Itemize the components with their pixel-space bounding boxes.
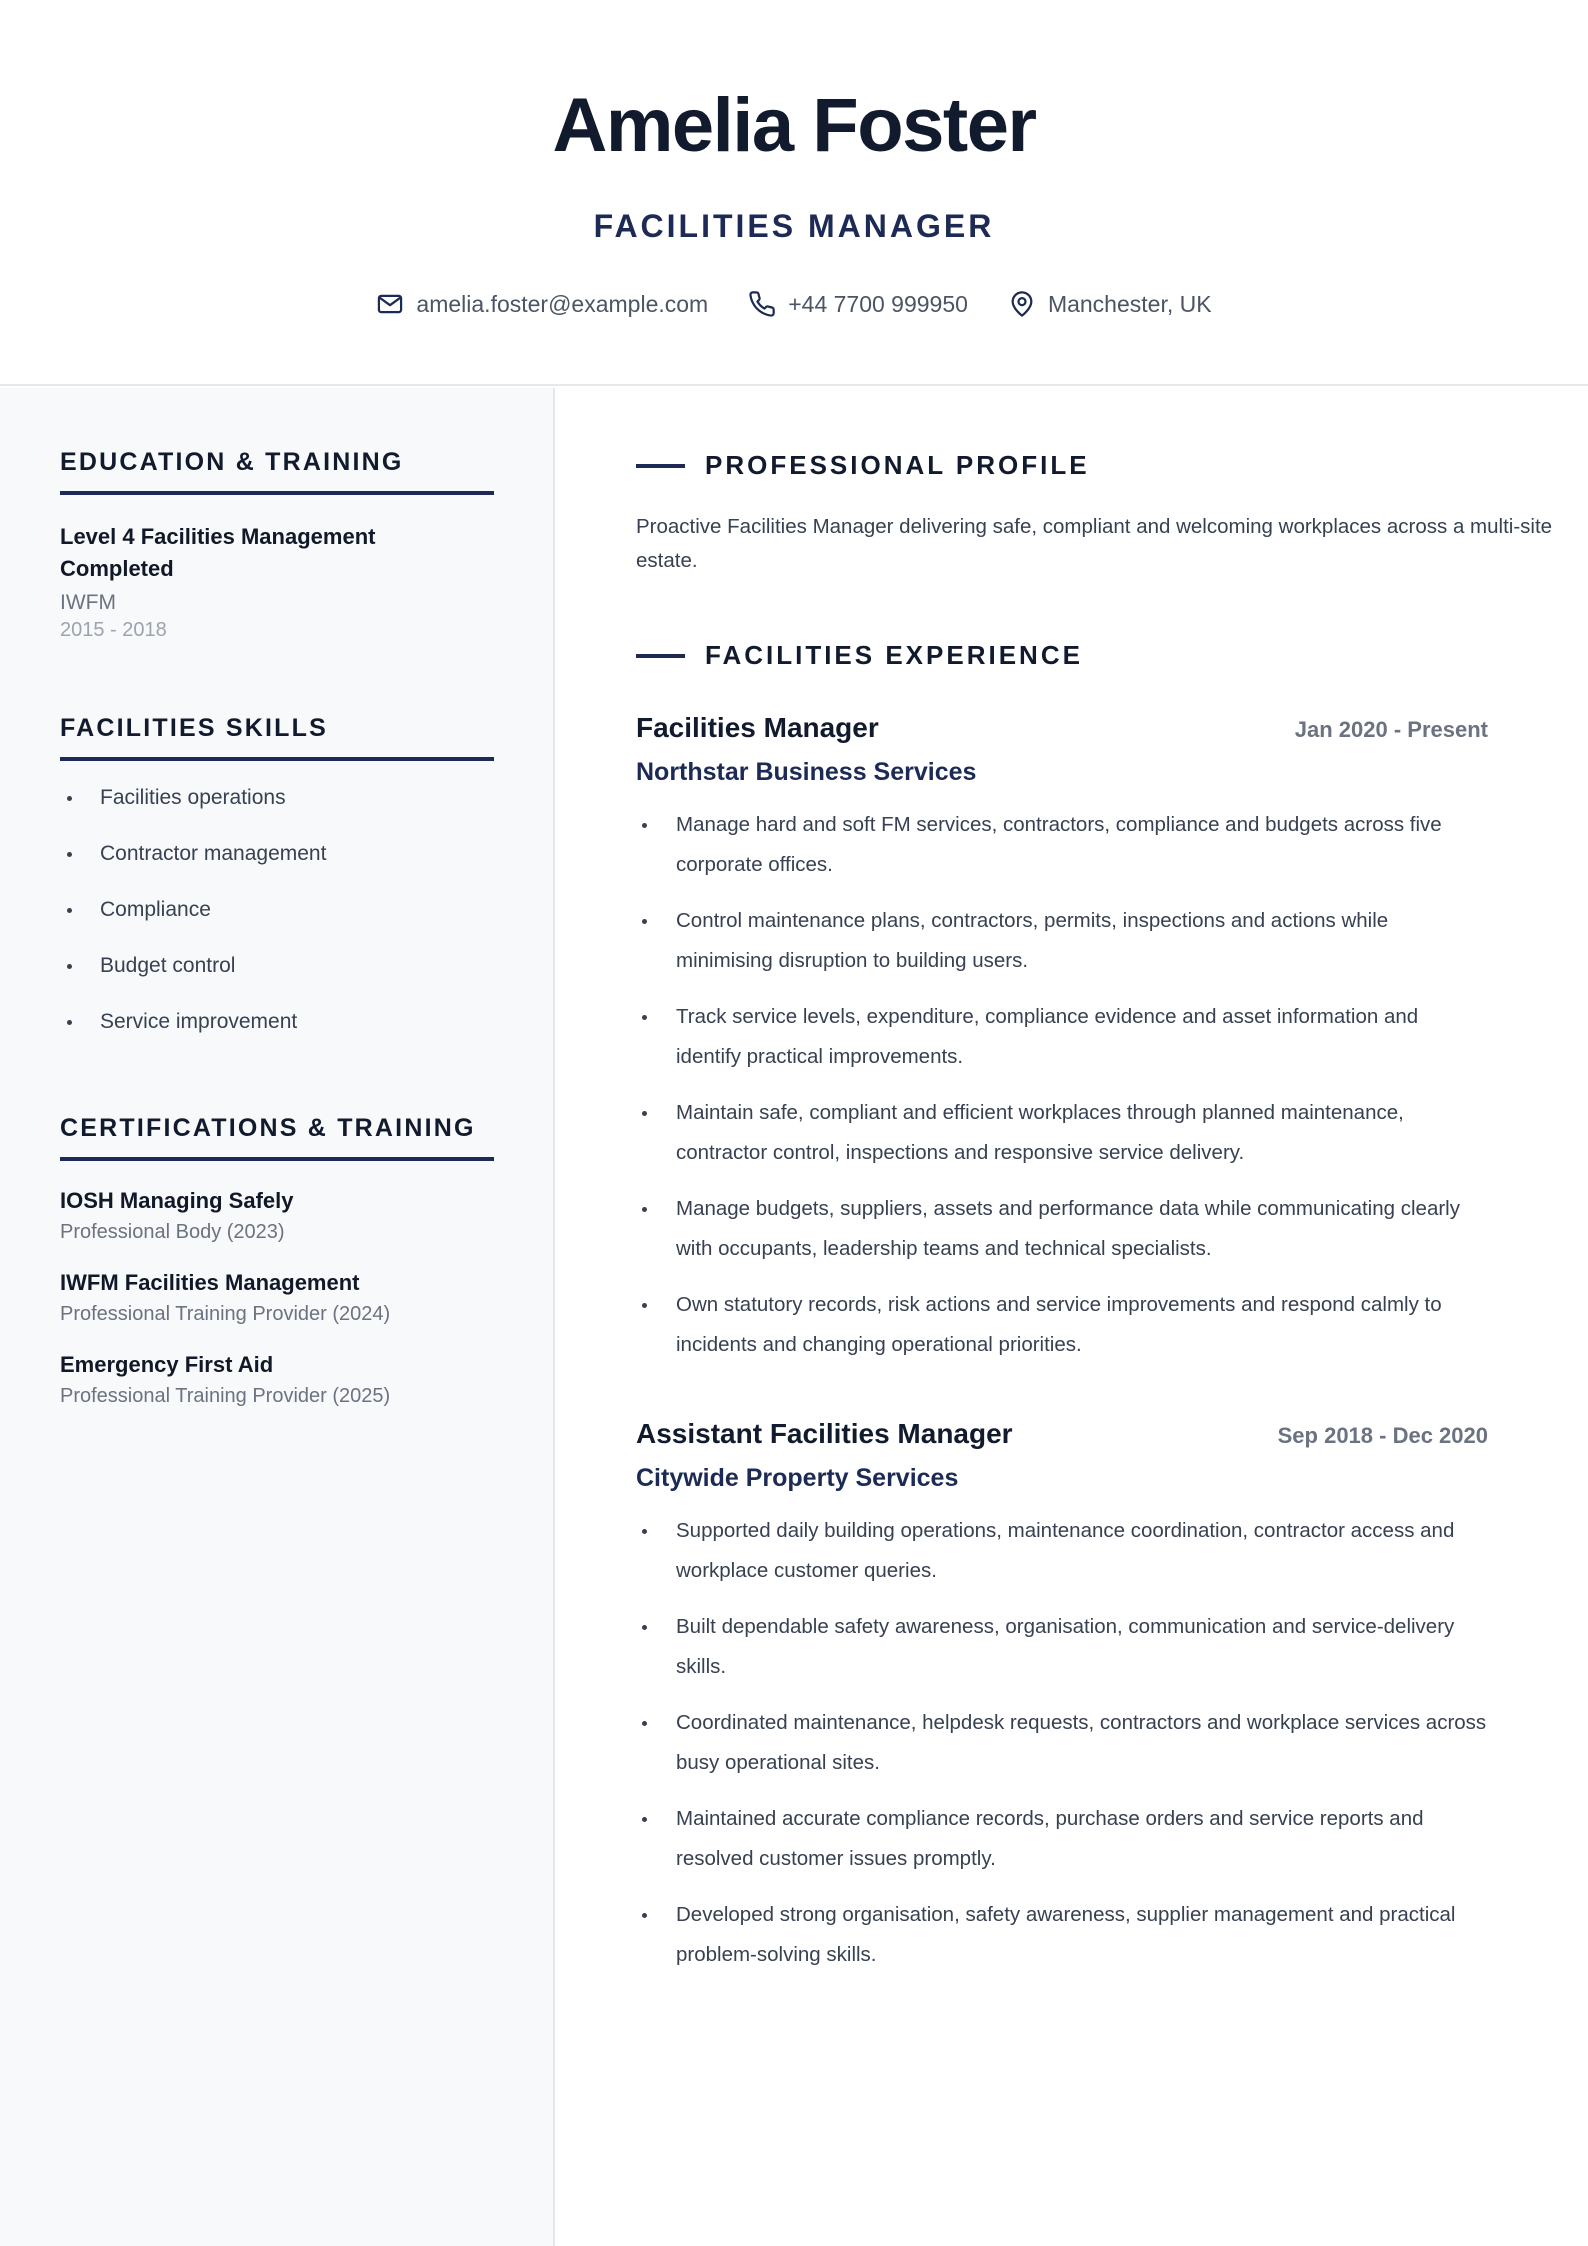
profile-heading-text: PROFESSIONAL PROFILE <box>705 450 1090 480</box>
list-item: Maintain safe, compliant and efficient workplaces through planned maintenance, contractor control, inspections and responsive service delivery. <box>636 1093 1488 1173</box>
education-section <box>60 448 494 642</box>
main-content <box>557 388 1588 2246</box>
job-company: Citywide Property Services <box>636 1464 959 1492</box>
list-item: Manage hard and soft FM services, contractors, compliance and budgets across five corporate offices. <box>636 805 1488 885</box>
job-company: Northstar Business Services <box>636 758 977 786</box>
contact-row <box>0 290 1588 318</box>
job-bullets <box>636 1511 1488 1975</box>
certifications-section <box>60 1114 494 1409</box>
job-dates: Jan 2020 - Present <box>1294 717 1488 742</box>
certification-org: Professional Training Provider (2024) <box>60 1303 391 1325</box>
experience-heading-text: FACILITIES EXPERIENCE <box>705 640 1083 670</box>
certification-name: IWFM Facilities Management <box>60 1270 360 1295</box>
skills-section <box>60 714 494 1061</box>
certification-item <box>60 1187 494 1245</box>
certification-name: IOSH Managing Safely <box>60 1188 294 1213</box>
education-school: IWFM <box>60 591 116 614</box>
list-item: Maintained accurate compliance records, purchase orders and service reports and resolved customer issues promptly. <box>636 1799 1488 1879</box>
certification-item <box>60 1269 494 1327</box>
phone-text: +44 7700 999950 <box>788 290 968 317</box>
list-item: Service improvement <box>60 1005 494 1061</box>
mail-icon <box>376 290 404 318</box>
heading-rule <box>636 464 685 468</box>
job-title-headline: FACILITIES MANAGER <box>593 208 995 244</box>
skills-list <box>60 781 494 1061</box>
certification-item <box>60 1351 494 1409</box>
candidate-name: Amelia Foster <box>552 83 1036 168</box>
contact-email[interactable] <box>376 290 708 318</box>
list-item: Compliance <box>60 893 494 949</box>
job-header <box>636 712 1488 744</box>
list-item: Control maintenance plans, contractors, permits, inspections and actions while minimising disruption to building users. <box>636 901 1488 981</box>
list-item: Built dependable safety awareness, organisation, communication and service-delivery skills. <box>636 1607 1488 1687</box>
resume-header <box>0 0 1588 386</box>
location-pin-icon <box>1008 290 1036 318</box>
email-text: amelia.foster@example.com <box>416 290 709 317</box>
experience-heading <box>636 640 1083 671</box>
certification-name: Emergency First Aid <box>60 1352 274 1377</box>
location-text: Manchester, UK <box>1047 290 1212 317</box>
job-title: Assistant Facilities Manager <box>636 1418 1013 1449</box>
phone-icon <box>748 290 776 318</box>
list-item: Contractor management <box>60 837 494 893</box>
list-item: Manage budgets, suppliers, assets and performance data while communicating clearly with occupants, leadership teams and technical specialists. <box>636 1189 1488 1269</box>
education-heading: EDUCATION & TRAINING <box>60 448 494 495</box>
job-entry <box>636 712 1488 1381</box>
list-item: Track service levels, expenditure, compliance evidence and asset information and identify practical improvements. <box>636 997 1488 1077</box>
list-item: Own statutory records, risk actions and service improvements and respond calmly to incidents and changing operational priorities. <box>636 1285 1488 1365</box>
list-item: Supported daily building operations, maintenance coordination, contractor access and workplace customer queries. <box>636 1511 1488 1591</box>
contact-phone[interactable] <box>748 290 968 318</box>
list-item: Facilities operations <box>60 781 494 837</box>
job-dates: Sep 2018 - Dec 2020 <box>1277 1423 1488 1448</box>
education-degree: Level 4 Facilities Management Completed <box>60 524 376 581</box>
certification-org: Professional Training Provider (2025) <box>60 1385 391 1407</box>
list-item: Coordinated maintenance, helpdesk requests, contractors and workplace services across busy operational sites. <box>636 1703 1488 1783</box>
job-bullets <box>636 805 1488 1365</box>
heading-rule <box>636 654 685 658</box>
profile-heading <box>636 450 1090 481</box>
certifications-heading: CERTIFICATIONS & TRAINING <box>60 1114 494 1161</box>
skills-heading: FACILITIES SKILLS <box>60 714 494 761</box>
list-item: Budget control <box>60 949 494 1005</box>
profile-text: Proactive Facilities Manager delivering safe, compliant and welcoming workplaces across a multi-site estate. <box>636 515 1553 572</box>
job-title: Facilities Manager <box>636 712 879 743</box>
list-item: Developed strong organisation, safety awareness, supplier management and practical problem-solving skills. <box>636 1895 1488 1975</box>
certification-org: Professional Body (2023) <box>60 1221 285 1243</box>
education-years: 2015 - 2018 <box>60 619 167 641</box>
job-entry <box>636 1418 1488 1991</box>
sidebar <box>0 388 555 2246</box>
contact-location <box>1008 290 1212 318</box>
job-header <box>636 1418 1488 1450</box>
